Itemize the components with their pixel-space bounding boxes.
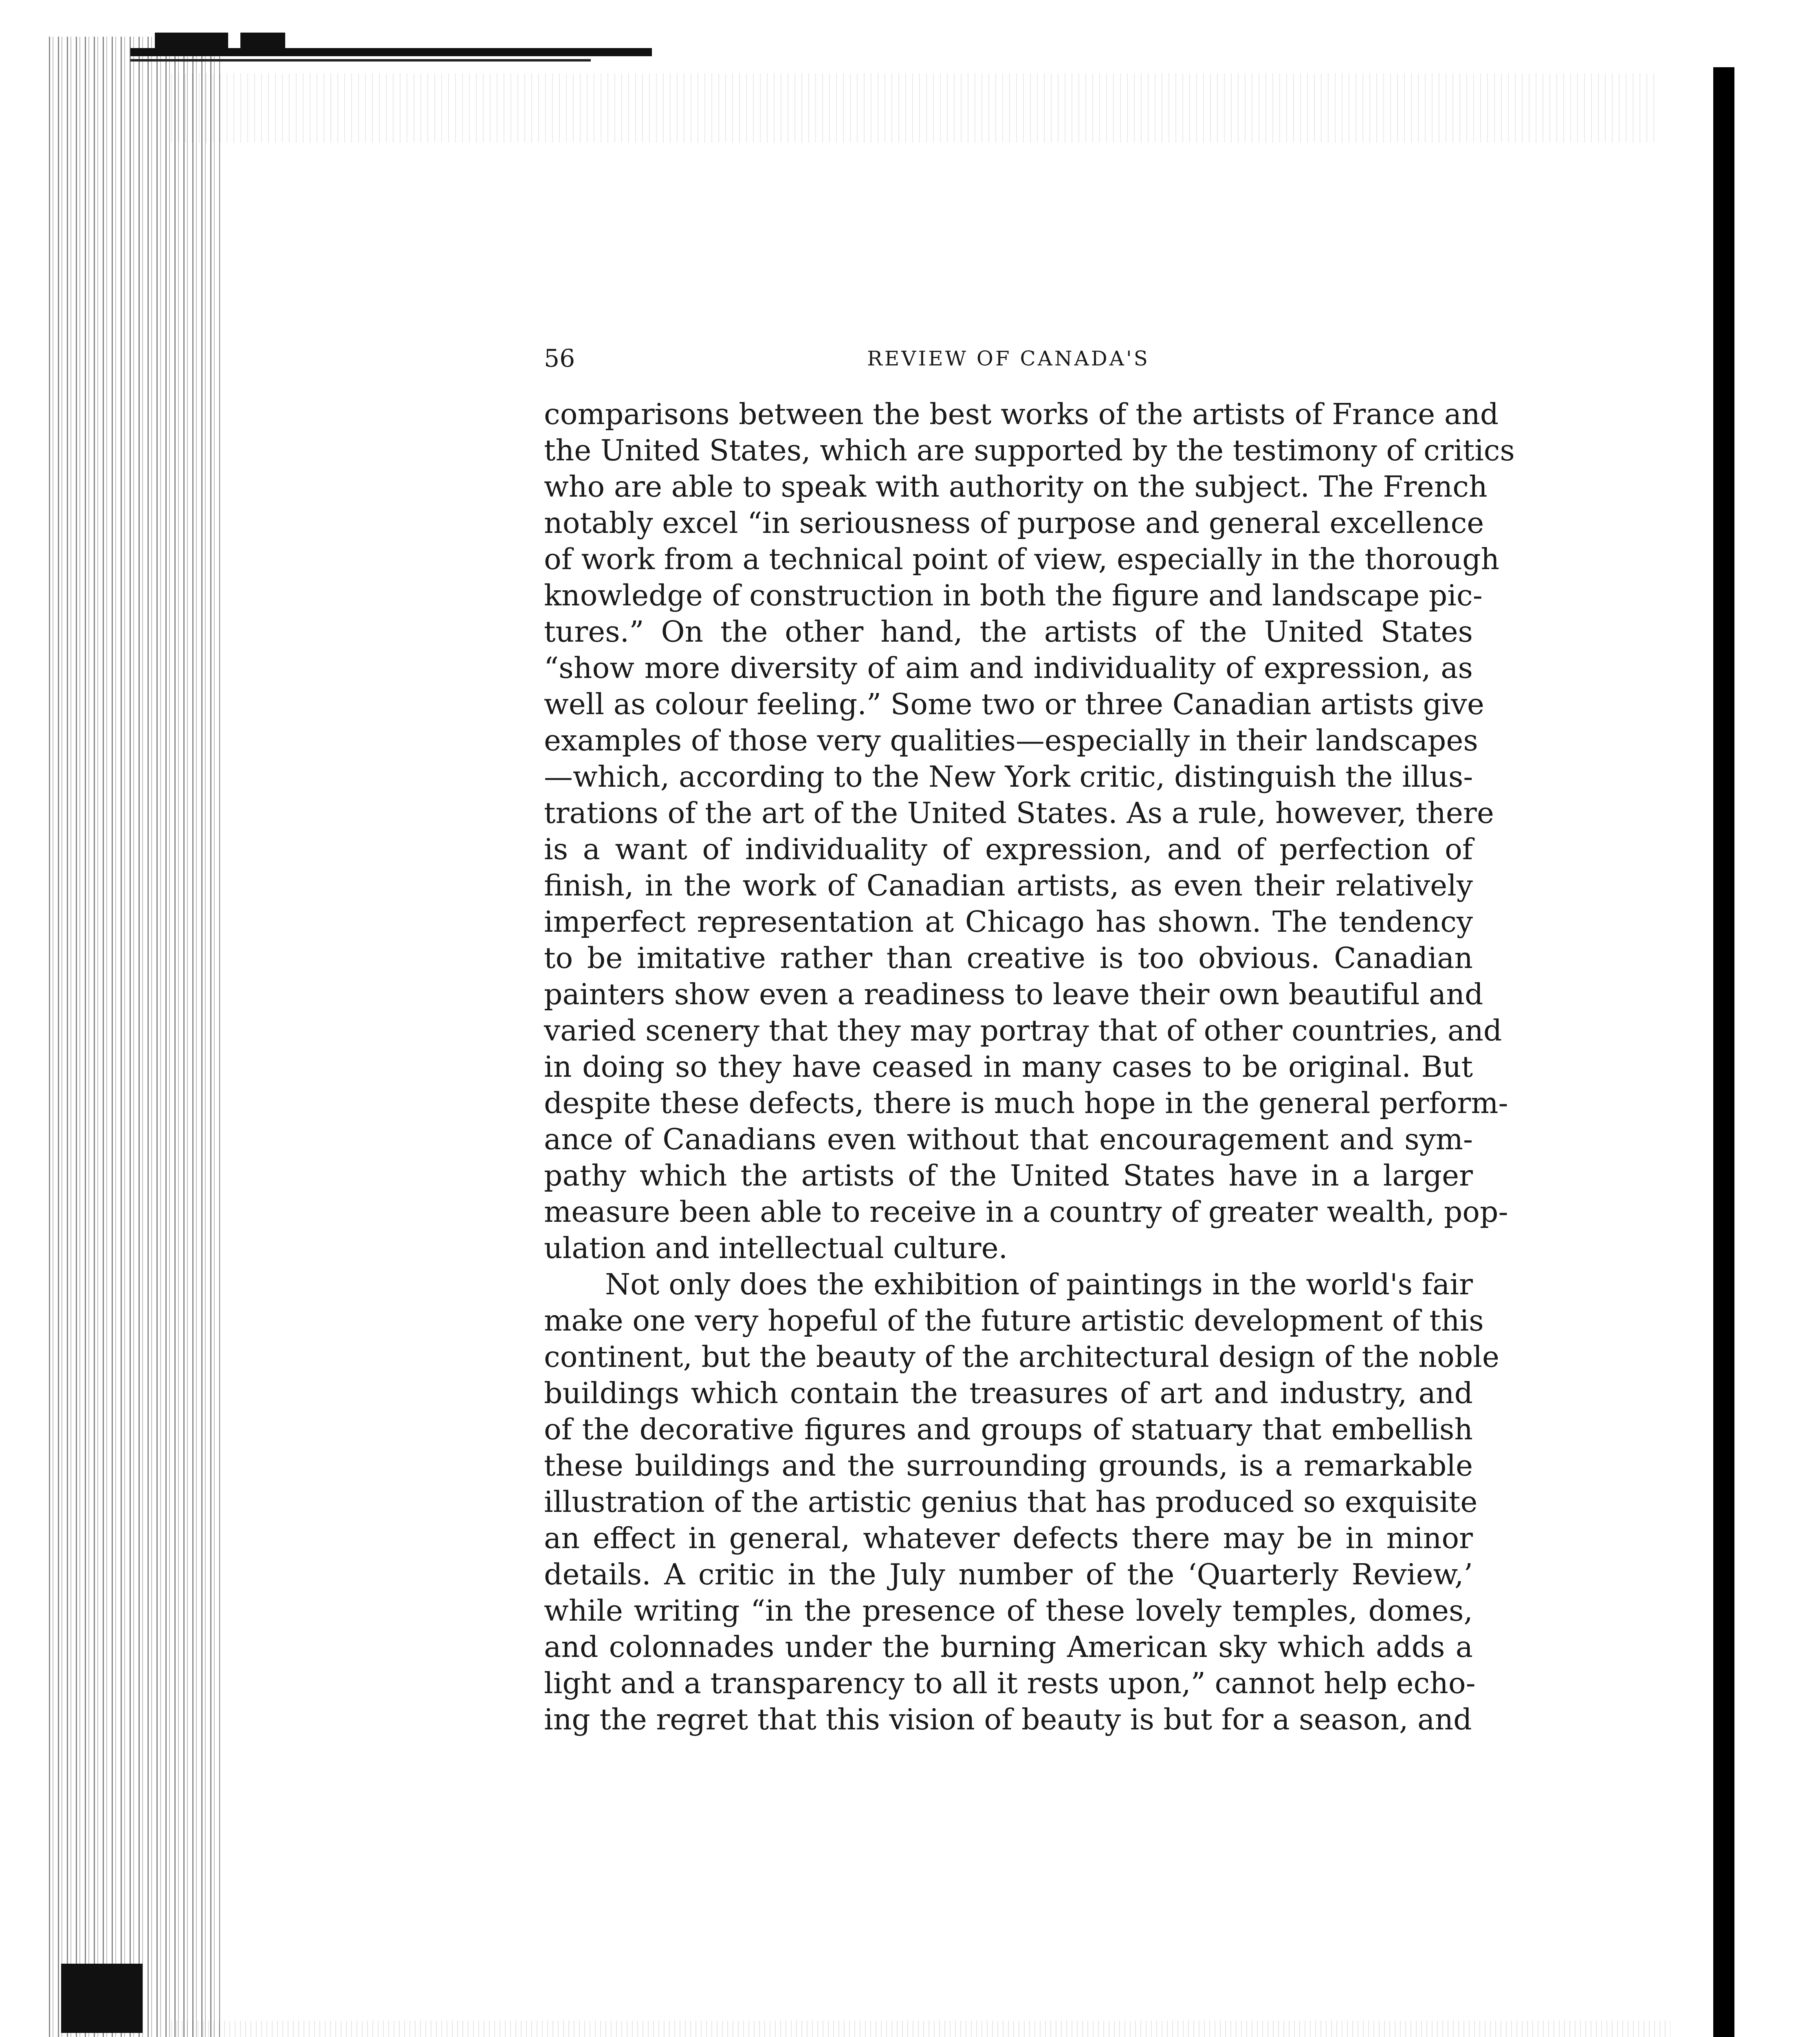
- text-line: knowledge of construction in both the figure and landscape pic-: [544, 579, 1483, 612]
- text-line: imperfect representation at Chicago has shown. The tendency: [544, 905, 1473, 939]
- text-line: is a want of individuality of expression, and of perfection of: [544, 832, 1473, 866]
- text-line: —which, according to the New York critic, distinguish the illus-: [544, 760, 1473, 794]
- text-line: buildings which contain the treasures of art and industry, and: [544, 1376, 1473, 1410]
- text-line: who are able to speak with authority on the subject. The French: [544, 470, 1488, 504]
- text-line: finish, in the work of Canadian artists, as even their relatively: [544, 869, 1473, 902]
- text-line: tures.” On the other hand, the artists of the United States: [544, 615, 1473, 649]
- scan-right-edge: [1713, 67, 1734, 2037]
- text-line: in doing so they have ceased in many cases to be original. But: [544, 1050, 1473, 1084]
- text-line: while writing “in the presence of these lovely temples, domes,: [544, 1594, 1473, 1628]
- text-line: comparisons between the best works of the artists of France and: [544, 397, 1499, 431]
- text-line: light and a transparency to all it rests upon,” cannot help echo-: [544, 1666, 1476, 1700]
- scan-top-edge-thin: [130, 59, 591, 62]
- text-line: of the decorative figures and groups of statuary that embellish: [544, 1412, 1473, 1446]
- text-line: ulation and intellectual culture.: [544, 1231, 1008, 1265]
- text-line: pathy which the artists of the United States have in a larger: [544, 1159, 1473, 1192]
- text-line: painters show even a readiness to leave their own beautiful and: [544, 977, 1483, 1011]
- paragraph: [544, 396, 1515, 1266]
- text-line: these buildings and the surrounding grounds, is a remarkable: [544, 1449, 1473, 1483]
- scan-mark: [155, 33, 228, 48]
- scan-mark: [240, 33, 285, 48]
- text-line: make one very hopeful of the future artistic development of this: [544, 1304, 1484, 1337]
- text-line: notably excel “in seriousness of purpose and general excellence: [544, 506, 1484, 540]
- scan-shadow: [61, 1964, 143, 2033]
- text-line: to be imitative rather than creative is too obvious. Canadian: [544, 941, 1473, 975]
- text-line: of work from a technical point of view, especially in the thorough: [544, 542, 1500, 576]
- text-line: “show more diversity of aim and individuality of expression, as: [544, 651, 1473, 685]
- text-line: varied scenery that they may portray that of other countries, and: [544, 1014, 1502, 1047]
- text-line: illustration of the artistic genius that has produced so exquisite: [544, 1485, 1478, 1519]
- text-line: details. A critic in the July number of the ‘Quarterly Review,’: [544, 1557, 1473, 1591]
- text-line: despite these defects, there is much hope in the general perform-: [544, 1086, 1508, 1120]
- scan-noise-bottom: [171, 2021, 1670, 2037]
- text-line: ance of Canadians even without that encouragement and sym-: [544, 1122, 1473, 1156]
- scan-noise-top: [171, 73, 1654, 143]
- text-line: examples of those very qualities—especially in their landscapes: [544, 724, 1478, 757]
- text-line: well as colour feeling.” Some two or three Canadian artists give: [544, 687, 1484, 721]
- body-text: [544, 396, 1515, 1738]
- running-head: REVIEW OF CANADA'S: [867, 347, 1150, 370]
- text-line: trations of the art of the United States. As a rule, however, there: [544, 796, 1494, 830]
- text-line: an effect in general, whatever defects there may be in minor: [544, 1521, 1473, 1555]
- text-line: and colonnades under the burning American sky which adds a: [544, 1630, 1473, 1664]
- book-spine-scan-edge: [49, 37, 220, 2037]
- text-line: continent, but the beauty of the architectural design of the noble: [544, 1340, 1499, 1374]
- text-line: Not only does the exhibition of paintings in the world's fair: [605, 1267, 1473, 1301]
- scan-top-edge: [130, 48, 652, 56]
- text-line: ing the regret that this vision of beauty is but for a season, and: [544, 1703, 1472, 1736]
- text-line: the United States, which are supported by the testimony of critics: [544, 433, 1515, 467]
- page-header: [544, 340, 1473, 377]
- page-number: 56: [544, 344, 575, 373]
- text-line: measure been able to receive in a country of greater wealth, pop-: [544, 1195, 1508, 1229]
- paragraph: [544, 1266, 1499, 1738]
